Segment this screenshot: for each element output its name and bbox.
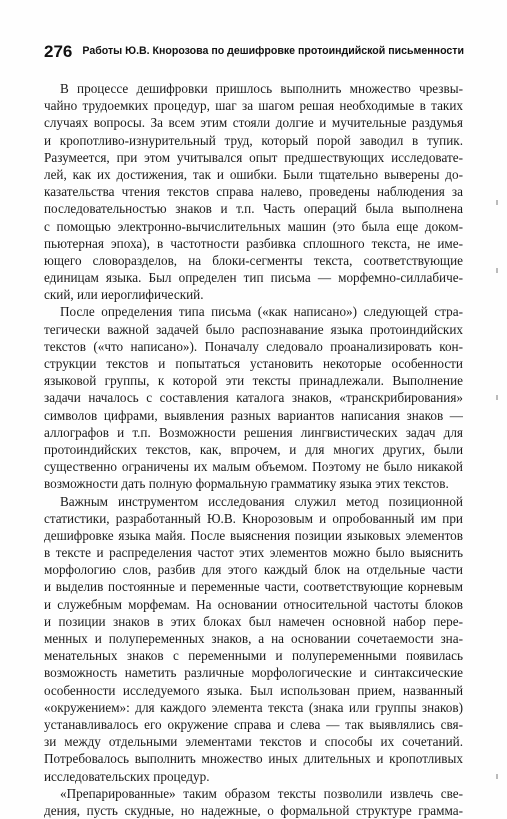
text-line: «Препарированные» таким образом тексты позволили извлечь све- [60,785,463,801]
text-line: менных и полупеременных знаков, а на основании сочетаемости зна- [44,631,463,646]
text-line: существенно ограничены их малым объемом. Поэтому не было никакой [44,459,463,475]
text-line: «окружением»: для каждого элемента текста (знака или группы знаков) [44,699,463,715]
edge-mark [496,268,498,273]
text-line: После определения типа письма («как написано») следующей стра- [60,304,463,320]
text-line: аллографов и т.п. Возможности решения лингвистических задач для [44,424,463,440]
text-line: струкции текстов и попытаться установить некоторые особенности [44,356,463,371]
text-line: устанавливалось его окружение справа и слева — так выявлялись свя- [44,716,463,732]
text-line: и выделив постоянные и переменные части, соответствующие корневым [44,579,463,595]
text-line: статистики, разработанный Ю.В. Кнорозовым и опробованный им при [44,510,463,526]
page-number: 276 [44,42,73,61]
text-line: языковой группы, к которой эти тексты принадлежали. Выполнение [44,373,463,389]
text-line: ющего словоразделов, на блоки-сегменты текста, соответствующие [44,252,463,268]
text-line: Потребовалось выполнить множество иных длительных и кропотливых [44,751,463,767]
text-line: В процессе дешифровки пришлось выполнить множество чрезвы- [60,81,463,96]
text-line: и служебным морфемам. На основании относительной частоты блоков [44,596,463,612]
text-line: казательства чтения текстов справа налево, проведены наблюдения за [44,184,463,200]
text-line: морфологию слов, разбив для этого каждый блок на отдельные части [44,562,463,578]
text-line: протоиндийских текстов, как, впрочем, и для многих других, были [44,441,463,457]
text-line: особенности исследуемого языка. Был использован прием, названный [44,682,463,698]
running-title: Работы Ю.В. Кнорозова по дешифровке протоиндийской письменности [82,45,464,57]
edge-mark [496,395,498,400]
paragraph [44,493,463,785]
page-header [44,42,464,62]
text-line: возможность наметить различные морфологические и синтаксические [44,665,463,681]
text-line: символов цифрами, выявления разных вариантов написания знаков — [44,407,463,423]
text-line: Разумеется, при этом учитывался опыт предшествующих исследовате- [44,149,463,165]
paragraph [44,785,463,819]
text-line: ский, или иероглифический. [44,287,204,303]
edge-mark [496,200,498,205]
text-line: зи между отдельными элементами текстов и способы их сочетаний. [44,734,463,750]
text-line: и кропотливо-изнурительный труд, который порой заводил в тупик. [44,132,463,148]
text-line: Важным инструментом исследования служил метод позиционной [60,493,463,509]
text-line: последовательностью знаков и т.п. Часть операций была выполнена [44,201,463,217]
text-line: чайно трудоемких процедур, шаг за шагом решая необходимые в таких [44,98,463,114]
text-line: задачи началось с составления каталога знаков, «транскрибирования» [44,390,463,406]
text-line: в тексте и распределения частот этих элементов можно было выяснить [44,545,463,561]
text-line: дешифровке языка майя. После выяснения позиции языковых элементов [44,527,463,543]
text-line: исследовательских процедур. [44,768,210,784]
text-line: лей, как их достижения, так и ошибки. Были тщательно выверены до- [44,166,463,182]
text-line: с помощью электронно-вычислительных машин (это была еще доком- [44,218,463,234]
paragraph [44,303,463,492]
text-line: пьютерная эпоха), в частотности разбивка сплошного текста, не име- [44,235,463,251]
paragraph [44,80,463,303]
text-line: тегически важной задачей было распознавание языка протоиндийских [44,321,463,337]
text-line: возможности дать полную формальную грамматику языка этих текстов. [44,476,449,492]
text-line: случаях вопросы. За всем этим стояли долгие и мучительные раздумья [44,115,463,131]
text-line: текстов («что написано»). Поначалу следовало проанализировать кон- [44,338,463,354]
text-line: дения, пусть скудные, но надежные, о формальной структуре грамма- [44,802,463,818]
body-text [44,80,463,819]
text-line: единицам языка. Был определен тип письма — морфемно-силлабиче- [44,270,463,286]
text-line: и позиции знаков в этих блоках был намечен основной набор пере- [44,613,463,629]
text-line: менательных знаков с переменными и полупеременными появилась [44,648,463,664]
edge-mark [496,774,498,779]
